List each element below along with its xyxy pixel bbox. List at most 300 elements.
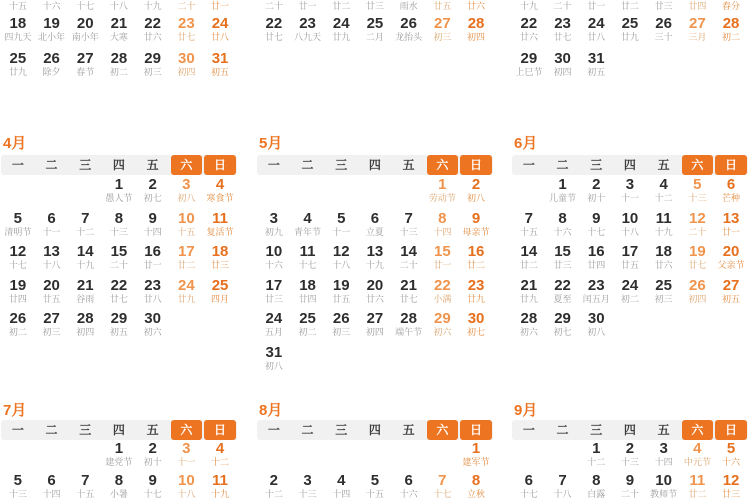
calendar-day[interactable]: 2 <box>592 176 601 193</box>
calendar-day[interactable]: 1 <box>438 176 447 193</box>
weekday-header-thu: 四 <box>623 423 636 437</box>
lunar-label: 二十 <box>264 1 283 11</box>
lunar-label: 十四 <box>654 457 673 467</box>
calendar-day[interactable]: 29 <box>144 50 161 67</box>
calendar-day[interactable]: 13 <box>366 243 384 260</box>
lunar-label: 二十 <box>399 260 418 270</box>
calendar-day[interactable]: 18 <box>9 15 27 32</box>
calendar-day[interactable]: 4 <box>659 176 668 193</box>
calendar-day[interactable]: 23 <box>587 277 605 294</box>
calendar-day[interactable]: 15 <box>434 243 451 260</box>
calendar-day[interactable]: 8 <box>471 471 481 489</box>
lunar-label: 白露 <box>587 488 606 499</box>
calendar-day[interactable]: 14 <box>76 243 94 260</box>
lunar-label: 初三 <box>143 67 162 77</box>
lunar-label: 十一 <box>42 227 61 237</box>
lunar-label: 清明节 <box>4 227 32 237</box>
lunar-label: 夏至 <box>553 294 572 304</box>
calendar-day[interactable]: 21 <box>400 277 417 294</box>
calendar-day[interactable]: 7 <box>438 471 447 489</box>
lunar-label: 廿七 <box>177 32 196 42</box>
calendar-day[interactable]: 14 <box>400 243 417 260</box>
lunar-label: 十三 <box>298 488 317 499</box>
calendar-day[interactable]: 21 <box>110 15 128 32</box>
weekday-header-wed: 三 <box>590 423 603 437</box>
lunar-label: 初六 <box>433 327 452 337</box>
calendar-day[interactable]: 24 <box>178 277 195 294</box>
calendar-day[interactable]: 23 <box>178 15 195 32</box>
lunar-label: 十四 <box>332 488 351 499</box>
lunar-label: 廿一 <box>433 260 452 270</box>
calendar-day[interactable]: 6 <box>404 471 413 489</box>
lunar-label: 廿一 <box>722 227 741 237</box>
calendar-day[interactable]: 25 <box>621 15 639 32</box>
weekday-header-thu: 四 <box>368 423 381 437</box>
lunar-label: 十六 <box>399 488 418 499</box>
calendar-day[interactable]: 28 <box>400 310 417 327</box>
month-7 <box>1 0 237 500</box>
lunar-label: 廿八 <box>143 294 162 304</box>
lunar-label: 复活节 <box>206 227 234 237</box>
lunar-label: 初五 <box>211 67 230 77</box>
calendar-day[interactable]: 9 <box>148 210 157 227</box>
calendar-day[interactable]: 24 <box>211 15 229 32</box>
calendar-day[interactable]: 21 <box>520 277 538 294</box>
lunar-label: 廿八 <box>587 32 606 42</box>
calendar-day[interactable]: 8 <box>114 210 124 227</box>
calendar-day[interactable]: 3 <box>182 440 191 457</box>
weekday-header-mon: 一 <box>267 423 280 437</box>
lunar-label: 十二 <box>654 193 673 203</box>
calendar-day[interactable]: 6 <box>370 210 380 227</box>
lunar-label: 廿三 <box>722 488 741 499</box>
calendar-day[interactable]: 17 <box>621 243 639 260</box>
calendar-day[interactable]: 18 <box>655 243 672 260</box>
lunar-label: 廿二 <box>332 1 351 11</box>
lunar-label: 十八 <box>109 1 128 11</box>
lunar-label: 廿四 <box>298 294 317 304</box>
calendar-day[interactable]: 22 <box>520 15 538 32</box>
weekday-header-wed: 三 <box>335 423 348 437</box>
calendar-day[interactable]: 20 <box>366 277 384 294</box>
calendar-day[interactable]: 13 <box>722 210 740 227</box>
lunar-label: 十四 <box>143 227 162 237</box>
calendar-day[interactable]: 1 <box>114 176 124 193</box>
calendar-day[interactable]: 3 <box>659 440 668 457</box>
calendar-day[interactable]: 4 <box>215 440 225 457</box>
lunar-label: 五月 <box>264 327 283 337</box>
lunar-label: 廿一 <box>211 1 230 11</box>
calendar-day[interactable]: 7 <box>81 210 90 227</box>
calendar-day[interactable]: 7 <box>404 210 413 227</box>
calendar-day[interactable]: 11 <box>299 243 316 260</box>
calendar-day[interactable]: 22 <box>434 277 451 294</box>
month-title: 5月 <box>259 135 283 152</box>
calendar-day[interactable]: 22 <box>144 15 161 32</box>
weekday-header-thu: 四 <box>112 423 125 437</box>
lunar-label: 二十 <box>688 227 707 237</box>
calendar-day[interactable]: 8 <box>592 471 601 489</box>
lunar-label: 十八 <box>42 260 61 270</box>
calendar-day[interactable]: 20 <box>722 243 740 260</box>
calendar-day[interactable]: 23 <box>467 277 485 294</box>
calendar-day[interactable]: 27 <box>434 15 451 32</box>
calendar-day[interactable]: 30 <box>587 310 605 327</box>
calendar-day[interactable]: 25 <box>9 50 27 67</box>
calendar-day[interactable]: 31 <box>211 50 229 67</box>
calendar-day[interactable]: 2 <box>148 176 157 193</box>
calendar-day[interactable]: 5 <box>370 471 380 489</box>
calendar-day[interactable]: 9 <box>471 210 481 227</box>
lunar-label: 初二 <box>722 32 741 42</box>
calendar-day[interactable]: 11 <box>212 210 228 227</box>
lunar-label: 廿七 <box>109 294 128 304</box>
calendar-day[interactable]: 29 <box>434 310 451 327</box>
calendar-day[interactable]: 26 <box>689 277 706 294</box>
calendar-day[interactable]: 26 <box>400 15 417 32</box>
calendar-day[interactable]: 8 <box>438 210 447 227</box>
month-9 <box>512 0 748 500</box>
lunar-label: 十七 <box>143 488 162 499</box>
calendar-day[interactable]: 9 <box>592 210 601 227</box>
lunar-label: 芒种 <box>722 193 741 203</box>
lunar-label: 建军节 <box>462 457 490 467</box>
lunar-label: 初十 <box>143 457 162 467</box>
calendar-day[interactable]: 5 <box>13 210 23 227</box>
lunar-label: 初三 <box>654 294 673 304</box>
lunar-label: 二十 <box>620 488 639 499</box>
lunar-label: 十六 <box>722 457 741 467</box>
calendar-day[interactable]: 22 <box>554 277 571 294</box>
lunar-label: 廿四 <box>8 294 27 304</box>
calendar-day[interactable]: 27 <box>722 277 740 294</box>
lunar-label: 廿九 <box>620 32 639 42</box>
calendar-day[interactable]: 10 <box>265 243 283 260</box>
calendar-day[interactable]: 28 <box>722 15 740 32</box>
calendar-day[interactable]: 27 <box>689 15 706 32</box>
calendar-day[interactable]: 10 <box>655 471 672 489</box>
lunar-label: 三月 <box>688 32 707 42</box>
calendar-day[interactable]: 15 <box>110 243 128 260</box>
lunar-label: 初五 <box>587 67 606 77</box>
calendar-day[interactable]: 9 <box>625 471 635 489</box>
weekday-header-fri: 五 <box>146 423 159 437</box>
calendar-day[interactable]: 5 <box>13 471 23 489</box>
calendar-day[interactable]: 11 <box>689 471 706 489</box>
lunar-label: 初五 <box>722 294 741 304</box>
lunar-label: 寒食节 <box>206 193 234 203</box>
calendar-day[interactable]: 3 <box>182 176 191 193</box>
calendar-day[interactable]: 23 <box>299 15 316 32</box>
lunar-label: 十五 <box>519 227 538 237</box>
calendar-day[interactable]: 3 <box>625 176 635 193</box>
calendar-day[interactable]: 25 <box>299 310 316 327</box>
lunar-label: 大寒 <box>109 32 128 42</box>
calendar-day[interactable]: 20 <box>76 15 94 32</box>
calendar-day[interactable]: 7 <box>81 471 90 489</box>
calendar-day[interactable]: 26 <box>655 15 672 32</box>
calendar-day[interactable]: 16 <box>144 243 161 260</box>
calendar-day[interactable]: 17 <box>178 243 195 260</box>
lunar-label: 十六 <box>264 260 283 270</box>
calendar-day[interactable]: 2 <box>471 176 481 193</box>
lunar-label: 十二 <box>76 227 95 237</box>
lunar-label: 十二 <box>264 488 283 499</box>
calendar-day[interactable]: 4 <box>303 210 312 227</box>
weekday-header-sat: 六 <box>171 420 203 440</box>
lunar-label: 廿五 <box>42 294 61 304</box>
lunar-label: 廿二 <box>467 260 486 270</box>
calendar-day[interactable]: 12 <box>332 243 350 260</box>
calendar-day[interactable]: 10 <box>178 210 195 227</box>
lunar-label: 教师节 <box>650 488 678 499</box>
calendar-day[interactable]: 1 <box>114 440 124 457</box>
lunar-label: 十九 <box>211 488 230 499</box>
lunar-label: 廿九 <box>467 294 486 304</box>
lunar-label: 初二 <box>109 67 128 77</box>
lunar-label: 初二 <box>620 294 639 304</box>
calendar-day[interactable]: 9 <box>148 471 157 489</box>
calendar-day[interactable]: 21 <box>76 277 94 294</box>
calendar-day[interactable]: 12 <box>9 243 27 260</box>
month-title: 8月 <box>259 402 283 419</box>
calendar-day[interactable]: 25 <box>366 15 384 32</box>
calendar-day[interactable]: 27 <box>366 310 384 327</box>
calendar-day[interactable]: 27 <box>76 50 94 67</box>
lunar-label: 母亲节 <box>462 227 490 237</box>
calendar-day[interactable]: 6 <box>524 471 534 489</box>
lunar-label: 廿九 <box>8 67 27 77</box>
lunar-label: 廿一 <box>298 1 317 11</box>
calendar-day[interactable]: 29 <box>554 310 571 327</box>
weekday-header-mon: 一 <box>267 158 280 172</box>
lunar-label: 十八 <box>332 260 351 270</box>
weekday-header-mon: 一 <box>11 158 24 172</box>
calendar-day[interactable]: 1 <box>558 176 567 193</box>
calendar-day[interactable]: 11 <box>212 471 228 489</box>
lunar-label: 十五 <box>76 488 95 499</box>
calendar-day[interactable]: 5 <box>693 176 702 193</box>
calendar-day[interactable]: 6 <box>47 471 56 489</box>
calendar-day[interactable]: 19 <box>332 277 350 294</box>
lunar-label: 廿一 <box>587 1 606 11</box>
lunar-label: 建党节 <box>105 457 133 467</box>
lunar-label: 廿六 <box>654 260 673 270</box>
lunar-label: 廿一 <box>143 260 162 270</box>
calendar-day[interactable]: 16 <box>467 243 485 260</box>
calendar-day[interactable]: 31 <box>587 50 605 67</box>
calendar-day[interactable]: 26 <box>332 310 350 327</box>
calendar-day[interactable]: 7 <box>558 471 567 489</box>
lunar-label: 初三 <box>42 327 61 337</box>
lunar-label: 廿七 <box>399 294 418 304</box>
lunar-label: 十一 <box>620 193 639 203</box>
calendar-day[interactable]: 23 <box>554 15 571 32</box>
calendar-day[interactable]: 24 <box>265 310 283 327</box>
calendar-day[interactable]: 22 <box>110 277 128 294</box>
lunar-label: 立夏 <box>365 227 384 237</box>
lunar-label: 北小年 <box>38 32 66 42</box>
weekday-header-sun: 日 <box>460 155 492 175</box>
weekday-header-sun: 日 <box>460 420 492 440</box>
lunar-label: 初六 <box>519 327 538 337</box>
lunar-label: 初七 <box>553 327 572 337</box>
calendar-day[interactable]: 30 <box>554 50 571 67</box>
lunar-label: 初四 <box>467 32 486 42</box>
calendar-day[interactable]: 22 <box>265 15 283 32</box>
calendar-day[interactable]: 25 <box>211 277 229 294</box>
weekday-header-sat: 六 <box>682 420 714 440</box>
calendar-day[interactable]: 6 <box>47 210 56 227</box>
calendar-day[interactable]: 2 <box>269 471 279 489</box>
lunar-label: 廿七 <box>264 32 283 42</box>
calendar-day[interactable]: 28 <box>110 50 128 67</box>
lunar-label: 十七 <box>587 227 606 237</box>
lunar-label: 初四 <box>688 294 707 304</box>
calendar-day[interactable]: 19 <box>9 277 27 294</box>
calendar-day[interactable]: 30 <box>144 310 161 327</box>
calendar-day[interactable]: 12 <box>722 471 740 489</box>
lunar-label: 廿五 <box>433 1 452 11</box>
weekday-header-fri: 五 <box>402 158 415 172</box>
lunar-label: 初四 <box>76 327 95 337</box>
month-title: 4月 <box>3 135 27 152</box>
lunar-label: 小暑 <box>109 488 128 499</box>
calendar-day[interactable]: 26 <box>43 50 60 67</box>
calendar-day[interactable]: 11 <box>655 210 672 227</box>
calendar-day[interactable]: 29 <box>520 50 538 67</box>
calendar-day[interactable]: 28 <box>76 310 94 327</box>
calendar-day[interactable]: 4 <box>337 471 346 489</box>
calendar-day[interactable]: 26 <box>9 310 27 327</box>
calendar-day[interactable]: 23 <box>144 277 161 294</box>
calendar-day[interactable]: 1 <box>471 440 481 457</box>
lunar-label: 廿三 <box>264 294 283 304</box>
lunar-label: 十七 <box>433 488 452 499</box>
weekday-header-tue: 二 <box>556 423 569 437</box>
lunar-label: 初五 <box>109 327 128 337</box>
calendar-day[interactable]: 29 <box>110 310 128 327</box>
calendar-day[interactable]: 8 <box>114 471 124 489</box>
lunar-label: 雨水 <box>399 1 418 11</box>
calendar-day[interactable]: 7 <box>524 210 534 227</box>
lunar-label: 廿二 <box>620 1 639 11</box>
month-title: 6月 <box>514 135 538 152</box>
lunar-label: 十二 <box>587 457 606 467</box>
calendar-day[interactable]: 4 <box>693 440 702 457</box>
lunar-label: 十五 <box>8 1 27 11</box>
lunar-label: 南小年 <box>71 32 99 42</box>
lunar-label: 廿三 <box>654 1 673 11</box>
calendar-day[interactable]: 30 <box>178 50 195 67</box>
weekday-header-sun: 日 <box>715 155 747 175</box>
calendar-day[interactable]: 28 <box>467 15 485 32</box>
calendar-day[interactable]: 18 <box>299 277 316 294</box>
lunar-label: 十八 <box>177 488 196 499</box>
weekday-header-mon: 一 <box>11 423 24 437</box>
weekday-header-sat: 六 <box>171 155 203 175</box>
calendar-day[interactable]: 10 <box>621 210 639 227</box>
lunar-label: 初二 <box>298 327 317 337</box>
lunar-label: 初七 <box>143 193 162 203</box>
weekday-header-mon: 一 <box>522 423 535 437</box>
weekday-header-fri: 五 <box>402 423 415 437</box>
calendar-day[interactable]: 8 <box>558 210 567 227</box>
calendar-day[interactable]: 3 <box>269 210 279 227</box>
lunar-label: 初七 <box>467 327 486 337</box>
lunar-label: 初九 <box>264 227 283 237</box>
calendar-day[interactable]: 18 <box>211 243 229 260</box>
calendar-day[interactable]: 28 <box>520 310 538 327</box>
lunar-label: 初八 <box>467 193 486 203</box>
calendar-day[interactable]: 31 <box>265 344 283 361</box>
calendar-day[interactable]: 19 <box>43 15 60 32</box>
lunar-label: 廿四 <box>587 260 606 270</box>
lunar-label: 愚人节 <box>105 193 133 203</box>
weekday-header-wed: 三 <box>79 158 92 172</box>
weekday-header-thu: 四 <box>623 158 636 172</box>
calendar-day[interactable]: 19 <box>689 243 706 260</box>
calendar-day[interactable]: 5 <box>337 210 346 227</box>
weekday-header-wed: 三 <box>79 423 92 437</box>
calendar-day[interactable]: 27 <box>43 310 60 327</box>
calendar-day[interactable]: 24 <box>621 277 639 294</box>
weekday-header-tue: 二 <box>556 158 569 172</box>
lunar-label: 初十 <box>587 193 606 203</box>
calendar-day[interactable]: 17 <box>265 277 283 294</box>
lunar-label: 廿三 <box>211 260 230 270</box>
weekday-header-sat: 六 <box>427 155 459 175</box>
lunar-label: 初八 <box>587 327 606 337</box>
lunar-label: 初三 <box>332 327 351 337</box>
weekday-header-tue: 二 <box>301 158 314 172</box>
calendar-day[interactable]: 25 <box>655 277 672 294</box>
lunar-label: 十三 <box>109 227 128 237</box>
lunar-label: 十六 <box>553 227 572 237</box>
calendar-day[interactable]: 13 <box>43 243 60 260</box>
calendar-day[interactable]: 2 <box>148 440 157 457</box>
lunar-label: 十一 <box>332 227 351 237</box>
lunar-label: 初八 <box>177 193 196 203</box>
calendar-day[interactable]: 15 <box>554 243 571 260</box>
calendar-day[interactable]: 14 <box>520 243 538 260</box>
lunar-label: 二十 <box>553 1 572 11</box>
calendar-day[interactable]: 12 <box>689 210 706 227</box>
lunar-label: 廿六 <box>143 32 162 42</box>
lunar-label: 立秋 <box>467 488 486 499</box>
month-8 <box>257 0 493 500</box>
lunar-label: 十五 <box>177 227 196 237</box>
weekday-header-tue: 二 <box>45 423 58 437</box>
lunar-label: 十五 <box>365 488 384 499</box>
calendar-day[interactable]: 24 <box>587 15 605 32</box>
lunar-label: 闰五月 <box>582 294 610 304</box>
calendar-day[interactable]: 16 <box>587 243 605 260</box>
calendar-day[interactable]: 20 <box>43 277 60 294</box>
calendar-day[interactable]: 2 <box>625 440 635 457</box>
calendar-day[interactable]: 3 <box>303 471 312 489</box>
weekday-header-sat: 六 <box>427 420 459 440</box>
calendar-day[interactable]: 1 <box>592 440 601 457</box>
calendar-day[interactable]: 5 <box>726 440 736 457</box>
calendar-day[interactable]: 6 <box>726 176 736 193</box>
lunar-label: 十三 <box>399 227 418 237</box>
weekday-header-tue: 二 <box>45 158 58 172</box>
calendar-day[interactable]: 4 <box>215 176 225 193</box>
calendar-day[interactable]: 10 <box>178 471 195 489</box>
calendar-day[interactable]: 24 <box>332 15 350 32</box>
calendar-day[interactable]: 30 <box>467 310 485 327</box>
